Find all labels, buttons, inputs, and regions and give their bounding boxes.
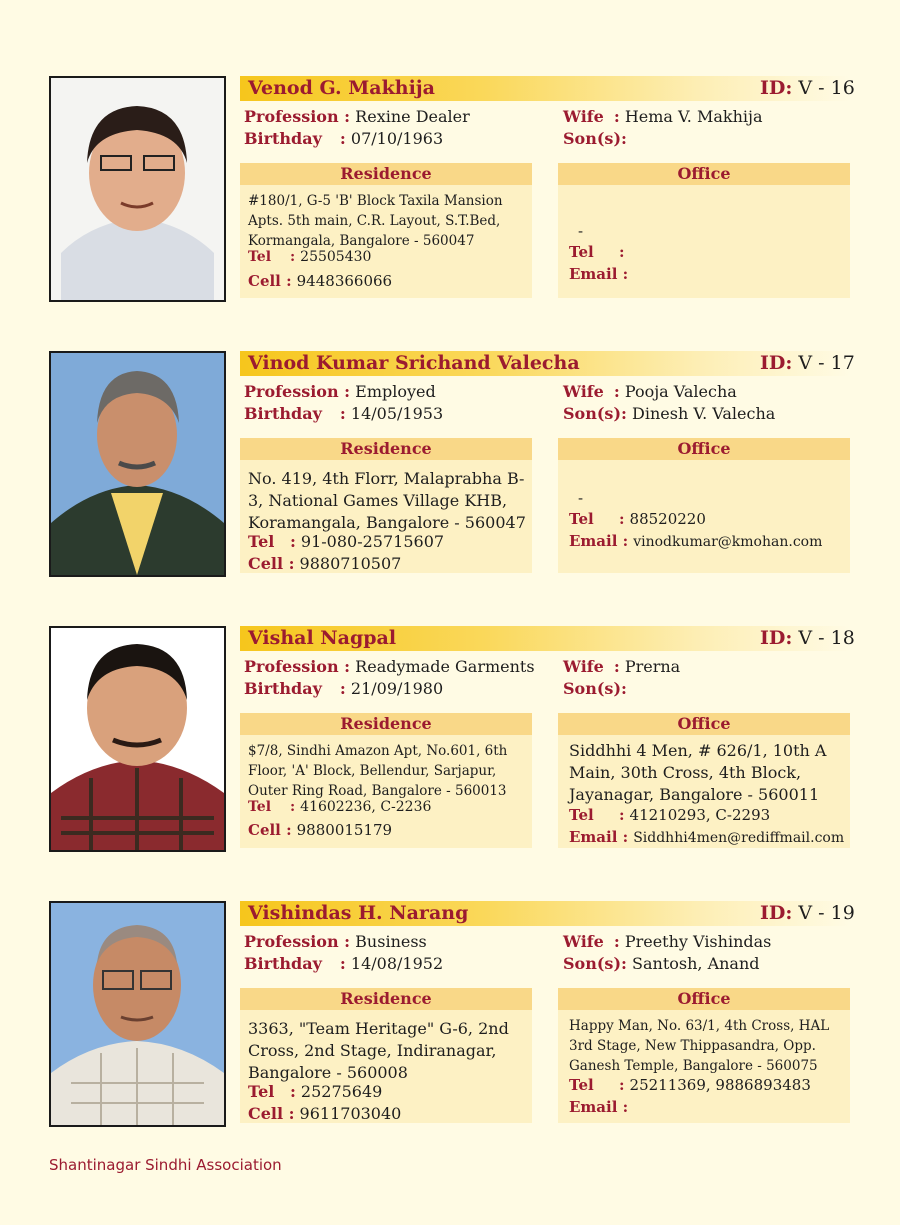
- office-email: Email :: [569, 265, 629, 283]
- office-box: [558, 163, 850, 298]
- residence-tel: Tel : 25505430: [248, 249, 372, 265]
- member-photo: [49, 901, 226, 1127]
- wife-row: Wife : Pooja Valecha: [563, 382, 737, 401]
- residence-heading: Residence: [240, 438, 532, 460]
- office-email: Email : vinodkumar@kmohan.com: [569, 532, 823, 550]
- member-entry: [0, 351, 900, 581]
- office-address: -: [578, 489, 584, 507]
- sons-value: Santosh, Anand: [632, 954, 760, 973]
- sons-row: Son(s): Dinesh V. Valecha: [563, 404, 776, 423]
- birthday-value: 14/05/1953: [350, 404, 444, 423]
- birthday-row: Birthday : 14/05/1953: [244, 404, 444, 423]
- birthday-row: Birthday : 07/10/1963: [244, 129, 444, 148]
- residence-address: $7/8, Sindhi Amazon Apt, No.601, 6th Floor, 'A' Block, Bellendur, Sarjapur, Outer Ring Road, Bangalore - 560013: [248, 743, 508, 799]
- wife-value: Hema V. Makhija: [624, 107, 763, 126]
- wife-row: Wife : Hema V. Makhija: [563, 107, 763, 126]
- residence-tel: Tel : 25275649: [248, 1082, 383, 1101]
- profession-value: Employed: [355, 382, 436, 401]
- residence-cell: Cell : 9880015179: [248, 821, 393, 839]
- portrait-image: [51, 78, 224, 300]
- member-id: ID: V - 19: [760, 902, 855, 924]
- office-email: Email :: [569, 1098, 629, 1116]
- member-photo: [49, 76, 226, 302]
- member-id: ID: V - 17: [760, 352, 855, 374]
- sons-row: Son(s): Santosh, Anand: [563, 954, 760, 973]
- member-id: ID: V - 16: [760, 77, 855, 99]
- residence-box: [240, 163, 532, 298]
- residence-heading: Residence: [240, 988, 532, 1010]
- residence-box: [240, 988, 532, 1123]
- residence-box: [240, 713, 532, 848]
- profession-row: Profession : Rexine Dealer: [244, 107, 470, 126]
- office-box: [558, 988, 850, 1123]
- portrait-image: [51, 353, 224, 575]
- residence-address: 3363, "Team Heritage" G-6, 2nd Cross, 2nd Stage, Indiranagar, Bangalore - 560008: [248, 1019, 509, 1082]
- profession-row: Profession : Employed: [244, 382, 436, 401]
- office-heading: Office: [558, 438, 850, 460]
- office-heading: Office: [558, 713, 850, 735]
- residence-cell: Cell : 9611703040: [248, 1104, 402, 1123]
- birthday-value: 14/08/1952: [350, 954, 444, 973]
- residence-address: No. 419, 4th Florr, Malaprabha B-3, National Games Village KHB, Koramangala, Bangalore - 560047: [248, 469, 526, 532]
- wife-value: Prerna: [624, 657, 681, 676]
- profession-value: Business: [355, 932, 427, 951]
- residence-cell: Cell : 9448366066: [248, 272, 393, 290]
- portrait-image: [51, 903, 224, 1125]
- member-photo: [49, 351, 226, 577]
- office-address: Happy Man, No. 63/1, 4th Cross, HAL 3rd Stage, New Thippasandra, Opp. Ganesh Temple, Bangalore - 560075: [569, 1018, 830, 1074]
- office-box: [558, 713, 850, 848]
- profession-value: Readymade Garments: [355, 657, 535, 676]
- wife-row: Wife : Prerna: [563, 657, 681, 676]
- member-name: Vinod Kumar Srichand Valecha: [248, 352, 580, 374]
- member-entry: [0, 76, 900, 306]
- member-entry: [0, 626, 900, 856]
- sons-value: Dinesh V. Valecha: [632, 404, 776, 423]
- member-name: Venod G. Makhija: [248, 77, 435, 99]
- residence-box: [240, 438, 532, 573]
- birthday-row: Birthday : 21/09/1980: [244, 679, 444, 698]
- birthday-row: Birthday : 14/08/1952: [244, 954, 444, 973]
- wife-row: Wife : Preethy Vishindas: [563, 932, 772, 951]
- office-heading: Office: [558, 163, 850, 185]
- profession-row: Profession : Business: [244, 932, 427, 951]
- member-name: Vishal Nagpal: [248, 627, 397, 649]
- member-name: Vishindas H. Narang: [248, 902, 469, 924]
- office-address: Siddhhi 4 Men, # 626/1, 10th A Main, 30th Cross, 4th Block, Jayanagar, Bangalore - 560011: [569, 741, 827, 804]
- residence-heading: Residence: [240, 713, 532, 735]
- birthday-value: 21/09/1980: [350, 679, 444, 698]
- member-id: ID: V - 18: [760, 627, 855, 649]
- wife-value: Pooja Valecha: [624, 382, 737, 401]
- office-tel: Tel : 41210293, C-2293: [569, 806, 771, 824]
- member-entry: [0, 901, 900, 1131]
- footer-association: Shantinagar Sindhi Association: [49, 1156, 282, 1174]
- office-email: Email : Siddhhi4men@rediffmail.com: [569, 828, 845, 846]
- office-tel: Tel : 88520220: [569, 510, 706, 528]
- member-photo: [49, 626, 226, 852]
- residence-tel: Tel : 41602236, C-2236: [248, 799, 432, 815]
- office-tel: Tel :: [569, 243, 625, 261]
- office-box: [558, 438, 850, 573]
- sons-row: Son(s):: [563, 679, 627, 698]
- profession-value: Rexine Dealer: [355, 107, 470, 126]
- residence-heading: Residence: [240, 163, 532, 185]
- profession-row: Profession : Readymade Garments: [244, 657, 535, 676]
- birthday-value: 07/10/1963: [350, 129, 444, 148]
- sons-row: Son(s):: [563, 129, 627, 148]
- office-address: -: [578, 222, 584, 240]
- office-heading: Office: [558, 988, 850, 1010]
- portrait-image: [51, 628, 224, 850]
- residence-address: #180/1, G-5 'B' Block Taxila Mansion Apts. 5th main, C.R. Layout, S.T.Bed, Kormangala, Bangalore - 560047: [248, 193, 503, 249]
- residence-cell: Cell : 9880710507: [248, 554, 402, 573]
- residence-tel: Tel : 91-080-25715607: [248, 532, 445, 551]
- office-tel: Tel : 25211369, 9886893483: [569, 1076, 811, 1094]
- wife-value: Preethy Vishindas: [624, 932, 772, 951]
